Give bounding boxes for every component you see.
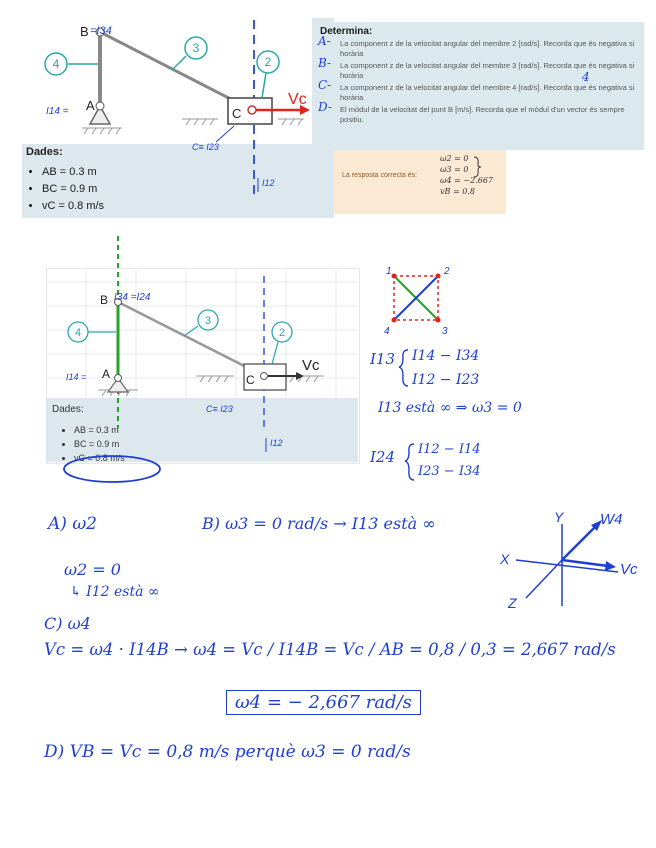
w4-vector — [562, 524, 598, 560]
solution-a-line-1: ω2 = 0 — [64, 560, 121, 579]
ground-hatch-a — [82, 128, 122, 134]
member-4-number-mid: 4 — [74, 327, 82, 339]
determina-item-a — [314, 34, 644, 58]
member-3-number: 3 — [192, 41, 200, 55]
label-c: C — [232, 106, 242, 121]
kennedy-polygon — [380, 264, 460, 336]
i24-brace — [404, 442, 416, 482]
marker-a: A- — [318, 34, 331, 48]
member-3-number-mid: 3 — [204, 315, 212, 327]
label-i34-mid: I34 =I24 — [114, 292, 151, 303]
axis-label-y: Y — [554, 509, 564, 525]
label-c-mid: C — [246, 373, 255, 387]
i13-line-1: I14 − I34 — [412, 348, 480, 364]
determina-title: Determina: — [320, 26, 373, 37]
determina-item-text: La component z de la velocitat angular del membre 4 [rad/s]. Recorda que és negativa si horària — [340, 83, 635, 102]
solution-a-title: A) ω2 — [48, 514, 97, 534]
label-b-mid: B — [100, 293, 109, 307]
answer-value: ω2 = 0 — [440, 154, 469, 163]
determina-panel — [314, 22, 644, 150]
solution-c-result: ω4 = − 2,667 rad/s — [226, 690, 421, 715]
top-dades-box — [26, 146, 104, 215]
axis-label-x: X — [500, 551, 510, 567]
joint-a — [96, 102, 104, 110]
node-2: 2 — [444, 266, 450, 277]
label-c-i23-mid: C≡ I23 — [206, 404, 233, 414]
label-a-mid: A — [102, 367, 111, 381]
label-i14: I14 = — [46, 106, 69, 117]
label-i14-mid: I14 = — [66, 372, 87, 382]
joint-c — [248, 106, 256, 114]
i24-label: I24 — [370, 448, 396, 466]
i13-line-2: I12 − I23 — [412, 372, 480, 388]
determina-item-d — [314, 100, 644, 124]
label-b: B — [80, 24, 89, 39]
member-2-number: 2 — [264, 55, 272, 69]
label-i12-mid: I12 — [270, 438, 283, 448]
label-c-i23: C≡ I23 — [192, 142, 219, 152]
determina-item-text: La component z de la velocitat angular del membre 3 [rad/s]. Recorda que és negativa si horària — [340, 61, 635, 80]
member-2-number-mid: 2 — [278, 327, 286, 339]
axes-sketch — [490, 502, 650, 612]
axis-label-w4: W4 — [600, 511, 623, 528]
label-i34: =I34 — [90, 25, 112, 37]
top-dades-title: Dades: — [26, 146, 63, 158]
answer-value: vB = 0.8 — [440, 187, 475, 196]
i13-label: I13 — [370, 350, 396, 368]
member-4-number: 4 — [52, 57, 60, 71]
top-dades-list — [26, 164, 104, 215]
vc-vector — [562, 560, 608, 566]
marker-d: D- — [318, 100, 332, 114]
solution-d-line: D) VB = Vc = 0,8 m/s perquè ω3 = 0 rad/s — [44, 742, 411, 762]
mid-dades-item: • AB = 0.3 m — [74, 423, 125, 437]
label-vc: Vc — [288, 91, 307, 108]
marker-c: C- — [318, 78, 332, 92]
top-dades-item: • AB = 0.3 m — [42, 164, 104, 181]
top-dades-item: • BC = 0.9 m — [42, 181, 104, 198]
mid-dades-item: • vC = 0.8 m/s — [74, 451, 125, 465]
answer-values — [440, 153, 493, 197]
axis-label-vc: Vc — [620, 561, 638, 578]
answer-box — [334, 150, 506, 214]
axis-label-z: Z — [508, 595, 517, 611]
answer-value: ω3 = 0 — [440, 165, 469, 174]
i13-brace — [398, 348, 410, 388]
determina-item-text: El mòdul de la velocitat del punt B [m/s]. Recorda que el mòdul d'un vector és sempre positiu. — [340, 105, 625, 124]
i13-note: I13 està ∞ ⇒ ω3 = 0 — [378, 400, 522, 416]
node-3: 3 — [442, 326, 448, 336]
vc-highlight-ellipse — [60, 452, 164, 486]
solution-c-title: C) ω4 — [44, 614, 91, 633]
node-1: 1 — [386, 266, 392, 277]
handwritten-note-4: 4 — [582, 70, 590, 84]
solution-a-line-2: ↳ I12 està ∞ — [70, 584, 160, 600]
mid-dades-item: • BC = 0.9 m — [74, 437, 125, 451]
label-vc-mid: Vc — [302, 357, 320, 374]
i24-line-1: I12 − I14 — [418, 442, 481, 457]
determina-item-text: La component z de la velocitat angular del membre 2 [rad/s]. Recorda que és negativa si horària — [340, 39, 635, 58]
link-3-mid — [118, 302, 264, 376]
node-4: 4 — [384, 326, 390, 336]
answer-label: La resposta correcta és: — [342, 172, 418, 179]
mid-dades-title: Dades: — [52, 404, 84, 415]
label-a: A — [86, 98, 95, 113]
answer-value: ω4 = −2.667 — [440, 176, 494, 185]
solution-c-equation: Vc = ω4 · I14B → ω4 = Vc / I14B = Vc / AB = 0,8 / 0,3 = 2,667 rad/s — [44, 640, 616, 659]
z-axis — [526, 560, 562, 598]
i24-line-2: I23 − I34 — [418, 464, 481, 479]
solution-b-line: B) ω3 = 0 rad/s → I13 està ∞ — [202, 514, 436, 533]
determina-item-b — [314, 56, 644, 80]
marker-b: B- — [318, 56, 332, 70]
top-dades-item: • vC = 0.8 m/s — [42, 198, 104, 215]
label-i12: I12 — [262, 178, 275, 188]
answer-brace — [472, 156, 482, 178]
